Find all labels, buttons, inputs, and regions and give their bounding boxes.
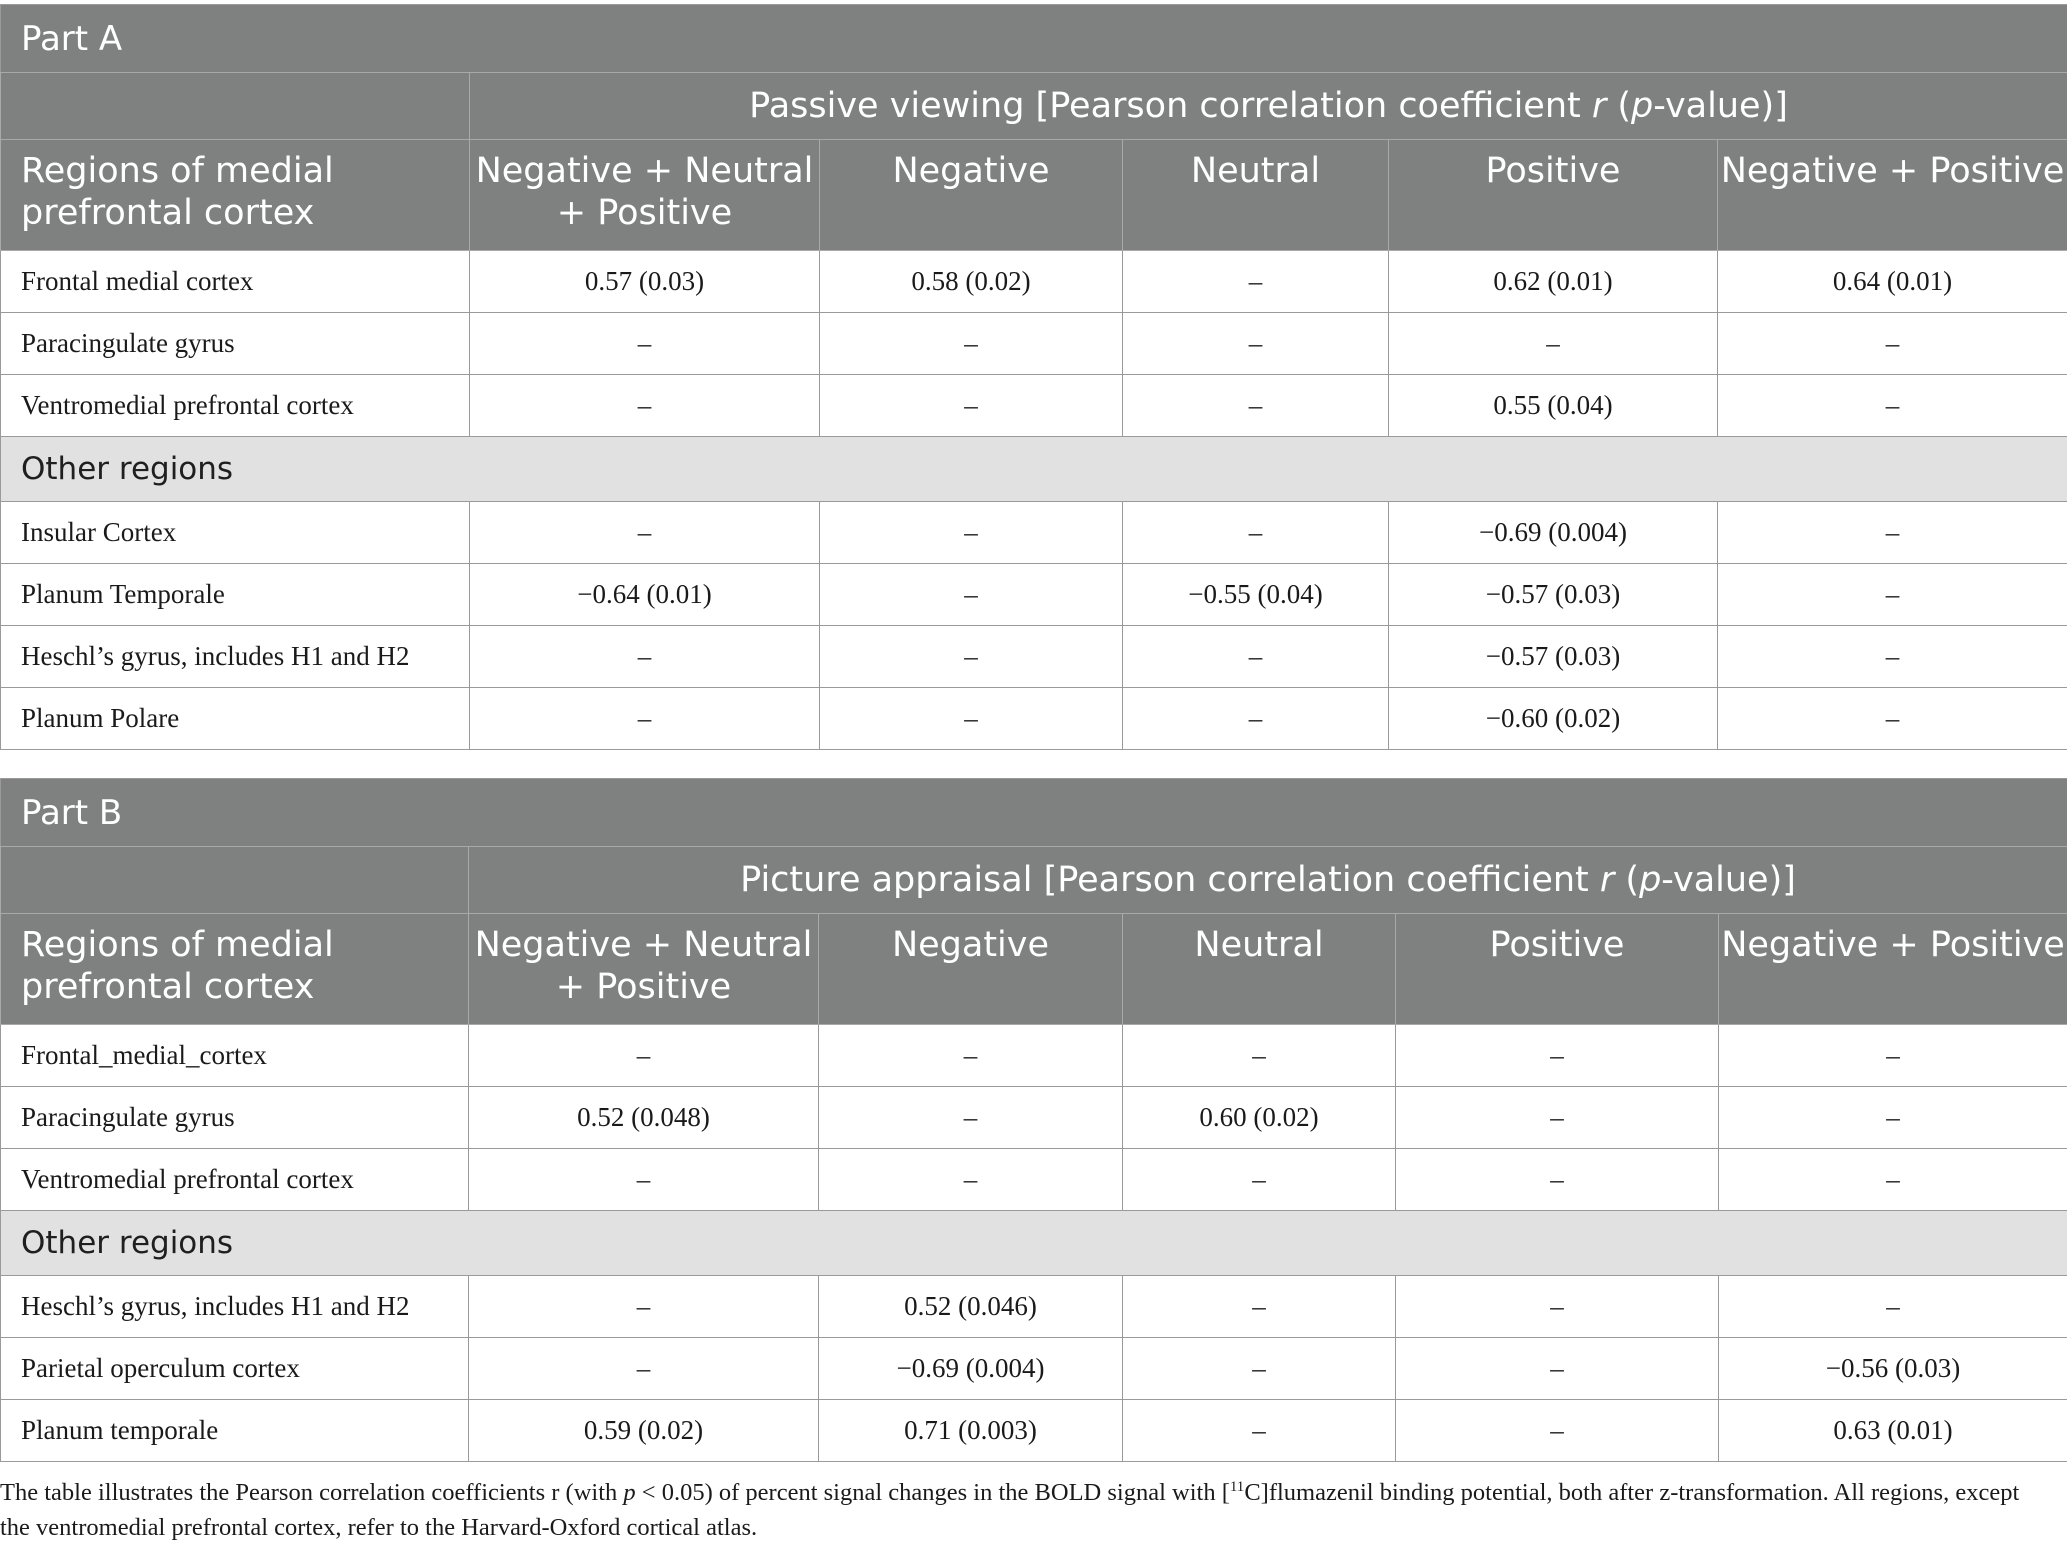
table-cell: 0.64 (0.01) <box>1718 251 2067 313</box>
table-cell: – <box>1123 375 1389 437</box>
table-cell: – <box>819 1149 1123 1211</box>
part-a-col-header: Positive <box>1389 140 1718 251</box>
table-cell: – <box>1389 313 1718 375</box>
table-cell: – <box>470 313 820 375</box>
table-row <box>1 626 2067 688</box>
region-label: Frontal_medial_cortex <box>1 1025 469 1087</box>
table-row <box>1 564 2067 626</box>
table-cell: – <box>1719 1087 2067 1149</box>
region-label: Ventromedial prefrontal cortex <box>1 375 470 437</box>
part-a-col-header: Negative + Neutral + Positive <box>470 140 820 251</box>
table-cell: – <box>820 502 1123 564</box>
table-cell: 0.55 (0.04) <box>1389 375 1718 437</box>
part-a-empty-corner <box>1 73 470 140</box>
table-row <box>1 1025 2067 1087</box>
table-row <box>1 688 2067 750</box>
table-cell: – <box>1123 1149 1396 1211</box>
table-row <box>1 251 2067 313</box>
region-label: Insular Cortex <box>1 502 470 564</box>
table-cell: −0.60 (0.02) <box>1389 688 1718 750</box>
table-cell: – <box>1718 502 2067 564</box>
table-cell: – <box>1123 251 1389 313</box>
table-cell: −0.57 (0.03) <box>1389 626 1718 688</box>
table-cell: – <box>470 688 820 750</box>
table-cell: – <box>1396 1087 1719 1149</box>
table-cell: – <box>469 1025 819 1087</box>
table-row <box>1 502 2067 564</box>
table-row <box>1 1400 2067 1462</box>
table-footnote: The table illustrates the Pearson correlation coefficients r (with p < 0.05) of percent signal changes in the BOLD signal with [$^{11}$C]flumazenil binding potential, both after z-transformation. All regions, except the ventromedial prefrontal cortex, refer to the Harvard-Oxford cortical atlas. <box>0 1479 2020 1542</box>
table-cell: – <box>1123 626 1389 688</box>
table-cell: – <box>1396 1025 1719 1087</box>
table-cell: – <box>820 375 1123 437</box>
region-label: Heschl’s gyrus, includes H1 and H2 <box>1 1276 469 1338</box>
table-cell: – <box>1123 1400 1396 1462</box>
part-a-table <box>0 4 2067 750</box>
part-b-row-header: Regions of medial prefrontal cortex <box>1 914 469 1025</box>
table-row <box>1 1338 2067 1400</box>
table-cell: – <box>820 626 1123 688</box>
region-label: Parietal operculum cortex <box>1 1338 469 1400</box>
table-cell: – <box>1396 1149 1719 1211</box>
table-cell: – <box>1123 1338 1396 1400</box>
part-a-title: Part A <box>1 5 2067 73</box>
table-cell: – <box>470 375 820 437</box>
region-label: Planum Temporale <box>1 564 470 626</box>
region-label: Paracingulate gyrus <box>1 1087 469 1149</box>
table-cell: −0.56 (0.03) <box>1719 1338 2067 1400</box>
part-b-title: Part B <box>1 779 2067 847</box>
table-cell: −0.57 (0.03) <box>1389 564 1718 626</box>
part-b-col-header: Neutral <box>1123 914 1396 1025</box>
table-cell: – <box>819 1025 1123 1087</box>
table-cell: – <box>1718 313 2067 375</box>
part-a-col-header: Neutral <box>1123 140 1389 251</box>
table-cell: – <box>470 626 820 688</box>
table-cell: 0.62 (0.01) <box>1389 251 1718 313</box>
table-cell: – <box>1123 1025 1396 1087</box>
region-label: Frontal medial cortex <box>1 251 470 313</box>
table-row <box>1 1087 2067 1149</box>
table-cell: 0.58 (0.02) <box>820 251 1123 313</box>
table-cell: 0.63 (0.01) <box>1719 1400 2067 1462</box>
table-cell: – <box>1396 1400 1719 1462</box>
region-label: Paracingulate gyrus <box>1 313 470 375</box>
part-a-col-header: Negative <box>820 140 1123 251</box>
part-a-span-title: Passive viewing [Pearson correlation coefficient r (p-value)] <box>470 73 2067 140</box>
table-row <box>1 313 2067 375</box>
part-b-empty-corner <box>1 847 469 914</box>
region-label: Ventromedial prefrontal cortex <box>1 1149 469 1211</box>
table-cell: – <box>1718 564 2067 626</box>
part-a-row-header: Regions of medial prefrontal cortex <box>1 140 470 251</box>
table-cell: – <box>820 564 1123 626</box>
table-cell: – <box>820 313 1123 375</box>
region-label: Planum temporale <box>1 1400 469 1462</box>
table-cell: – <box>469 1338 819 1400</box>
part-b-col-header: Negative + Neutral + Positive <box>469 914 819 1025</box>
table-cell: – <box>469 1149 819 1211</box>
part-b-table <box>0 778 2067 1462</box>
table-cell: −0.64 (0.01) <box>470 564 820 626</box>
table-cell: – <box>1123 502 1389 564</box>
region-label: Planum Polare <box>1 688 470 750</box>
part-b-col-header: Negative + Positive <box>1719 914 2067 1025</box>
table-cell: – <box>1718 375 2067 437</box>
table-cell: – <box>1718 688 2067 750</box>
part-b-col-header: Positive <box>1396 914 1719 1025</box>
table-row <box>1 1149 2067 1211</box>
table-cell: – <box>820 688 1123 750</box>
table-cell: 0.71 (0.003) <box>819 1400 1123 1462</box>
table-cell: – <box>1719 1149 2067 1211</box>
region-label: Heschl’s gyrus, includes H1 and H2 <box>1 626 470 688</box>
table-cell: – <box>1396 1276 1719 1338</box>
table-cell: – <box>1123 313 1389 375</box>
table-cell: 0.57 (0.03) <box>470 251 820 313</box>
table-cell: – <box>819 1087 1123 1149</box>
table-cell: −0.69 (0.004) <box>819 1338 1123 1400</box>
table-row <box>1 375 2067 437</box>
table-cell: 0.59 (0.02) <box>469 1400 819 1462</box>
table-cell: 0.60 (0.02) <box>1123 1087 1396 1149</box>
section-label-other-regions: Other regions <box>1 1211 2067 1276</box>
part-b-span-title: Picture appraisal [Pearson correlation coefficient r (p-value)] <box>469 847 2067 914</box>
table-cell: – <box>1123 1276 1396 1338</box>
table-cell: – <box>470 502 820 564</box>
table-cell: 0.52 (0.048) <box>469 1087 819 1149</box>
table-row <box>1 1276 2067 1338</box>
table-cell: – <box>469 1276 819 1338</box>
table-cell: – <box>1719 1276 2067 1338</box>
table-cell: – <box>1718 626 2067 688</box>
part-b-col-header: Negative <box>819 914 1123 1025</box>
table-cell: −0.55 (0.04) <box>1123 564 1389 626</box>
table-cell: – <box>1396 1338 1719 1400</box>
table-cell: 0.52 (0.046) <box>819 1276 1123 1338</box>
section-label-other-regions: Other regions <box>1 437 2067 502</box>
table-cell: – <box>1719 1025 2067 1087</box>
part-a-col-header: Negative + Positive <box>1718 140 2067 251</box>
table-cell: −0.69 (0.004) <box>1389 502 1718 564</box>
table-cell: – <box>1123 688 1389 750</box>
